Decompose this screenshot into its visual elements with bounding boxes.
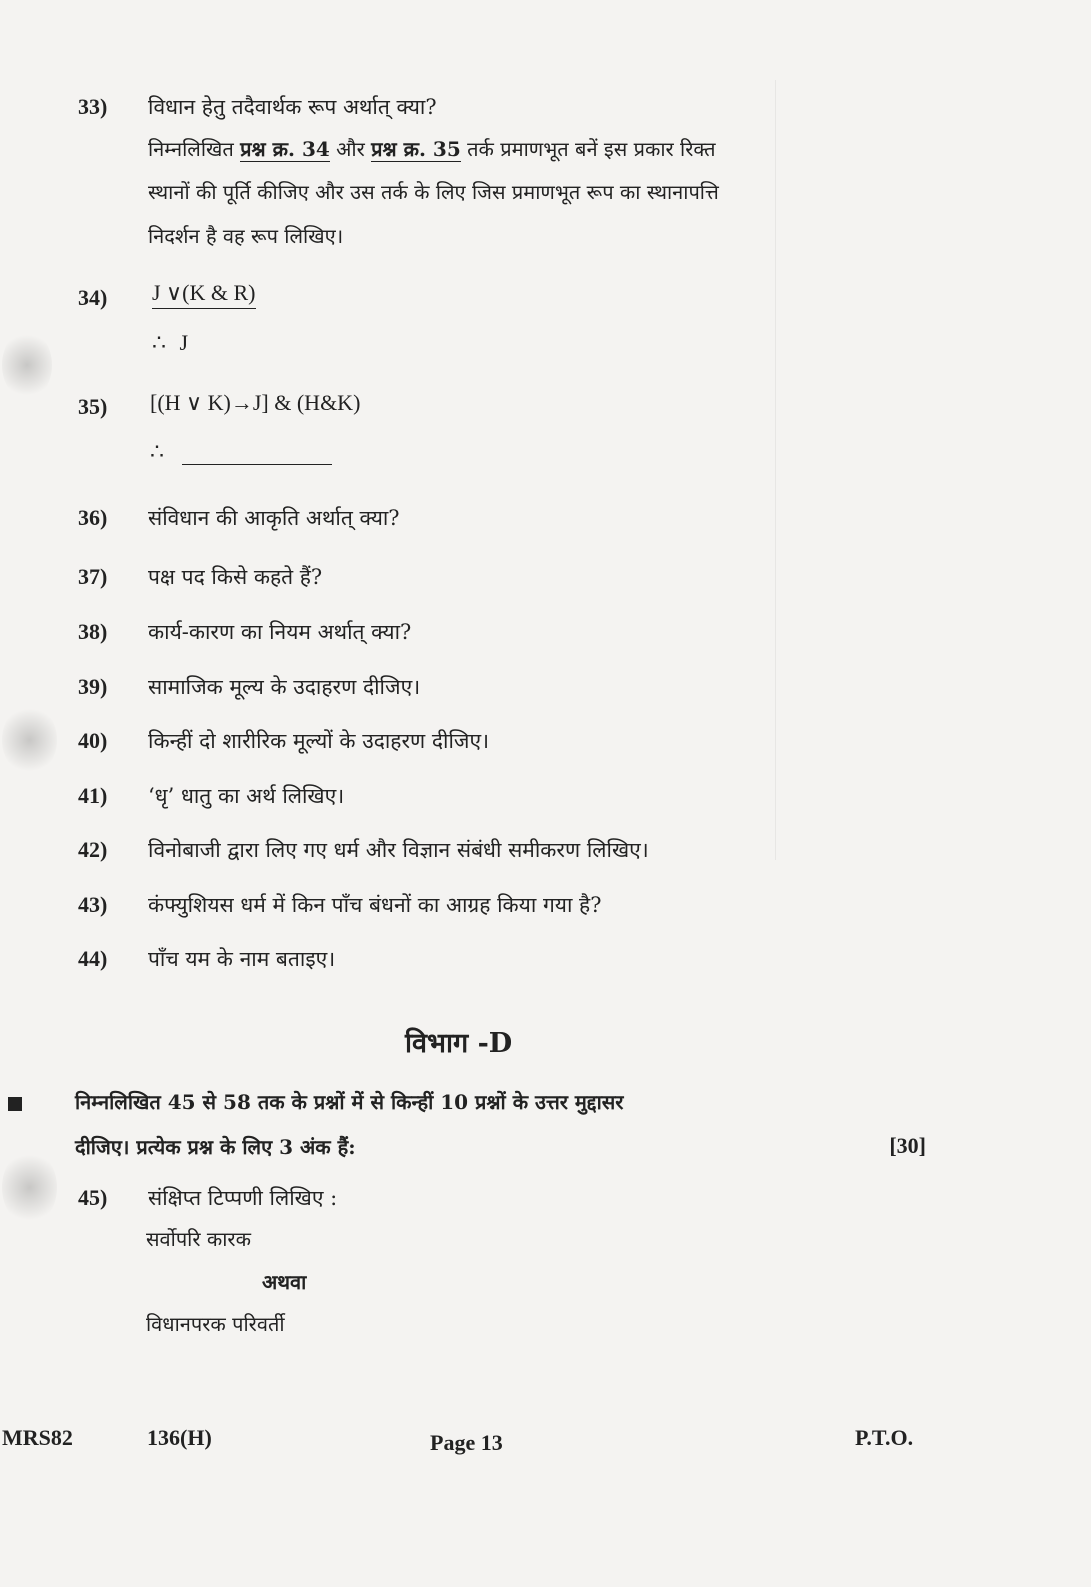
ref-question-35: प्रश्न क्र. 35 <box>371 137 461 161</box>
question-number: 43) <box>78 892 108 917</box>
instruction-line-3: निदर्शन है वह रूप लिखिए। <box>148 224 344 248</box>
punch-hole-mark <box>2 1150 57 1225</box>
q34-conclusion: ∴ J <box>152 330 189 356</box>
question-text: पाँच यम के नाम बताइए। <box>148 947 336 971</box>
section-marks: [30] <box>889 1133 926 1158</box>
bleed-through-area <box>775 80 1066 860</box>
footer-paper: 136(H) <box>147 1425 212 1450</box>
footer-page-number: Page 13 <box>430 1430 503 1455</box>
question-number: 41) <box>78 783 108 808</box>
question-number: 35) <box>78 394 108 419</box>
question-number: 33) <box>78 94 108 119</box>
question-text: विधान हेतु तदैवार्थक रूप अर्थात् क्या? <box>148 95 437 119</box>
section-instruction-line-1: निम्नलिखित 45 से 58 तक के प्रश्नों में से किन्हीं 10 प्रश्नों के उत्तर मुद्दासर <box>75 1090 624 1114</box>
question-number: 34) <box>78 285 108 310</box>
therefore-symbol: ∴ <box>150 440 164 465</box>
question-text: विनोबाजी द्वारा लिए गए धर्म और विज्ञान संबंधी समीकरण लिखिए। <box>148 838 649 862</box>
question-text: किन्हीं दो शारीरिक मूल्यों के उदाहरण दीजिए। <box>148 729 490 753</box>
footer-code: MRS82 <box>2 1425 73 1450</box>
instruction-line-2: स्थानों की पूर्ति कीजिए और उस तर्क के लिए जिस प्रमाणभूत रूप का स्थानापत्ति <box>148 180 719 204</box>
q34-premise: J ∨(K & R) <box>152 280 256 309</box>
punch-hole-mark <box>2 330 52 400</box>
q45-option-1: सर्वोपरि कारक <box>146 1227 251 1251</box>
question-number: 37) <box>78 564 108 589</box>
section-title: विभाग -D <box>405 1028 513 1059</box>
q45-or: अथवा <box>262 1270 307 1294</box>
question-text: ‘धृ’ धातु का अर्थ लिखिए। <box>148 784 345 808</box>
q35-premise: [(H ∨ K)→J] & (H&K) <box>150 390 361 415</box>
square-bullet-icon <box>8 1097 22 1111</box>
question-number: 36) <box>78 505 108 530</box>
punch-hole-mark <box>2 705 57 775</box>
question-text: संविधान की आकृति अर्थात् क्या? <box>148 506 400 530</box>
question-text: संक्षिप्त टिप्पणी लिखिए : <box>148 1186 338 1210</box>
footer-pto: P.T.O. <box>855 1425 914 1450</box>
question-text: कार्य-कारण का नियम अर्थात् क्या? <box>148 620 412 644</box>
question-text: सामाजिक मूल्य के उदाहरण दीजिए। <box>148 675 421 699</box>
question-number: 38) <box>78 619 108 644</box>
question-text: कंफ्युशियस धर्म में किन पाँच बंधनों का आग्रह किया गया है? <box>148 893 602 917</box>
question-text: पक्ष पद किसे कहते हैं? <box>148 565 323 589</box>
answer-blank <box>182 438 332 465</box>
question-number: 39) <box>78 674 108 699</box>
therefore-symbol: ∴ <box>152 331 166 356</box>
question-number: 40) <box>78 728 108 753</box>
question-number: 42) <box>78 837 108 862</box>
instruction-line-1: निम्नलिखित प्रश्न क्र. 34 और प्रश्न क्र. 35 तर्क प्रमाणभूत बनें इस प्रकार रिक्त <box>148 137 716 161</box>
section-instruction-line-2: दीजिए। प्रत्येक प्रश्न के लिए 3 अंक हैं: <box>75 1135 356 1159</box>
q35-conclusion <box>150 438 332 465</box>
ref-question-34: प्रश्न क्र. 34 <box>240 137 330 161</box>
question-number: 44) <box>78 946 108 971</box>
q45-option-2: विधानपरक परिवर्ती <box>146 1312 285 1336</box>
question-number: 45) <box>78 1185 108 1210</box>
